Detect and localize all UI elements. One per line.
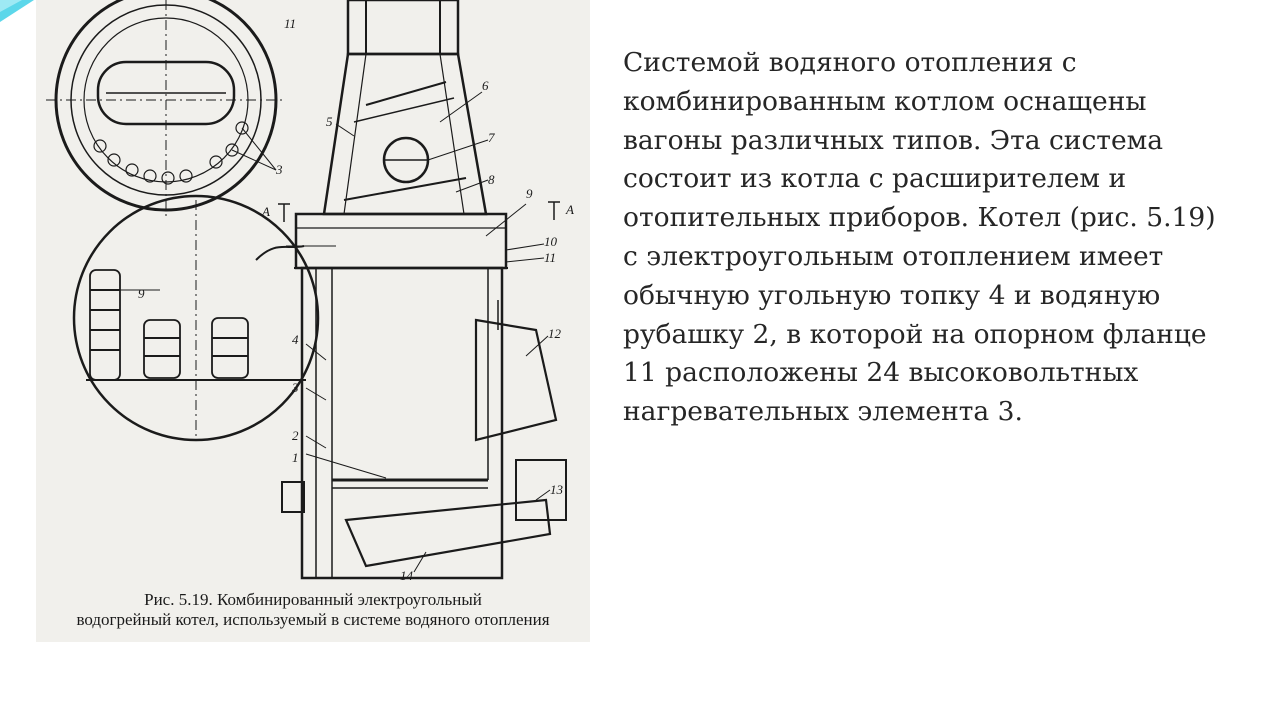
body-line-4: состоит из котла с расширителем и — [623, 163, 1127, 195]
label-7: 7 — [488, 130, 495, 145]
label-13: 13 — [550, 482, 563, 497]
label-4: 4 — [292, 332, 299, 347]
label-9: 9 — [526, 186, 533, 201]
label-3: 3 — [292, 380, 299, 395]
slide-body-text — [623, 44, 1263, 432]
label-11-top: 11 — [284, 16, 297, 31]
body-line-6: с электроугольным отоплением имеет — [623, 240, 1164, 272]
label-3-top: 3 — [276, 162, 283, 177]
body-line-2: комбинированным котлом оснащены — [623, 85, 1147, 117]
inset-detail — [74, 196, 318, 440]
label-6: 6 — [482, 78, 489, 93]
label-section-a-left: А — [262, 204, 270, 219]
label-14: 14 — [400, 568, 413, 583]
boiler-drawing — [36, 0, 590, 590]
label-5: 5 — [326, 114, 333, 129]
body-line-7: обычную угольную топку 4 и водяную — [623, 279, 1161, 311]
caption-line-1: Рис. 5.19. Комбинированный электроугольный — [144, 590, 482, 609]
figure-caption — [36, 590, 590, 630]
label-2: 2 — [292, 428, 299, 443]
figure-labels — [138, 16, 574, 583]
boiler-figure — [36, 0, 590, 642]
label-12: 12 — [548, 326, 561, 341]
body-line-9: 11 расположены 24 высоковольтных — [623, 357, 1139, 389]
body-line-10: нагревательных элемента 3. — [623, 396, 1023, 428]
body-line-8: рубашку 2, в которой на опорном фланце — [623, 318, 1207, 350]
caption-line-2: водогрейный котел, используемый в системе водяного отопления — [76, 610, 550, 629]
label-11: 11 — [544, 250, 557, 265]
label-8: 8 — [488, 172, 495, 187]
label-10: 10 — [544, 234, 557, 249]
body-line-1: Системой водяного отопления с — [623, 47, 1077, 78]
label-1: 1 — [292, 450, 299, 465]
label-9-inset: 9 — [138, 286, 145, 301]
boiler-body — [278, 0, 566, 578]
body-line-5: отопительных приборов. Котел (рис. 5.19) — [623, 202, 1216, 234]
label-section-a-right: А — [566, 202, 574, 217]
body-line-3: вагоны различных типов. Эта система — [623, 124, 1164, 156]
top-view-circle — [46, 0, 286, 220]
